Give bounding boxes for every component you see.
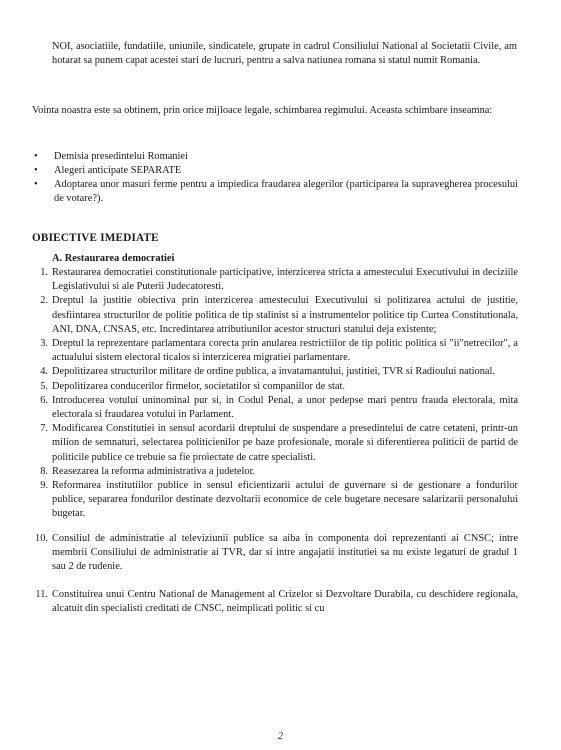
list-item <box>30 465 518 479</box>
list-item <box>30 532 518 575</box>
demands-list <box>30 150 518 206</box>
item-text: Dreptul la justitie obiectiva prin interzicerea amestecului Executivului si politizarea actului de justitie, desfiintarea structurilor de politie politica de tip stalinist si a instrumentelor politice tip Curtea Constitutionala, ANI, DNA, CNSAS, etc. Incredintarea atributiunilor acestor structuri statului deja existente; <box>52 295 518 335</box>
item-text: Introducerea votului uninominal pur si, in Codul Penal, a unor pedepse mari pentru frauda electorala, mita electorala si fraudarea votului in Parlament. <box>52 394 518 421</box>
item-number: 1. <box>40 267 48 278</box>
bullet-icon: • <box>34 179 38 190</box>
item-text: Reasezarea la reforma administrativa a judetelor. <box>52 465 256 477</box>
objectives-list <box>30 266 518 617</box>
intro-paragraph: NOI, asociatiile, fundatiile, uniunile, sindicatele, grupate in cadrul Consiliului National al Societatii Civile, am hotarat sa punem capat acestei stari de lucruri, pentru a salva natiunea romana si statul numit Romania. <box>52 41 517 66</box>
page-number: 2 <box>278 731 283 742</box>
list-item <box>30 337 518 365</box>
item-number: 4. <box>40 366 48 378</box>
list-item <box>30 164 518 178</box>
item-number: 11. <box>35 589 48 601</box>
list-item <box>30 294 518 337</box>
list-item <box>30 150 518 164</box>
demand-text: Adoptarea unor masuri ferme pentru a impiedica fraudarea alegerilor (participarea la supravegherea procesului de votare?). <box>54 179 518 204</box>
section-title: OBIECTIVE IMEDIATE <box>32 232 159 244</box>
item-text: Modificarea Constitutiei in sensul acordarii dreptului de suspendare a presedintelui de catre cetateni, printr-un milion de semnaturi, selectarea politicienilor pe baze profesionale, morale si diferentierea politicii de partid de politicile publice ce trebuie sa fie proiectate de catre specialisti. <box>52 423 518 463</box>
item-text: Reformarea institutiilor publice in sensul eficientizarii actului de guvernare si de gestionare a fondurilor publice, separarea fondurilor destinate dezvoltarii economice de cele bugetare necesare salarizarii personalului bugetar. <box>52 480 518 520</box>
subsection-title: A. Restaurarea democratiei <box>52 253 175 264</box>
item-text: Dreptul la reprezentare parlamentara corecta prin anularea restrictiilor de tip politic politica si "ii"netrecilor", a actualului sistem electoral ticalos si interzicerea migratiei parlamentare. <box>52 338 518 364</box>
item-number: 8. <box>40 465 48 477</box>
list-item <box>30 394 518 422</box>
list-item <box>30 422 518 465</box>
list-item <box>30 588 518 616</box>
item-number: 10. <box>35 532 48 544</box>
list-item <box>30 479 518 522</box>
item-text: Depolitizarea structurilor militare de ordine publica, a invatamantului, justitiei, TVR si Radioului national. <box>52 366 496 378</box>
item-text: Depolitizarea conducerilor firmelor, societatilor si companiilor de stat. <box>52 380 346 392</box>
item-text: Constituirea unui Centru National de Management al Crizelor si Dezvoltare Durabila, cu deschidere regionala, alcatuit din specialisti creditati de CNSC, neimplicati politic si cu <box>52 589 518 615</box>
item-number: 3. <box>40 338 48 350</box>
bullet-icon: • <box>34 165 38 176</box>
item-text: Consiliul de administratie al televiziunii publice sa aiba in componenta doi reprezentanti ai CNSC; intre membrii Consiliului de administratie ai TVR, dar si intre angajatii institutiei sa nu existe legaturi de gradul 1 sau 2 de rudenie. <box>52 532 518 573</box>
list-item <box>30 266 518 294</box>
demand-text: Alegeri anticipate SEPARATE <box>54 165 182 176</box>
bullet-icon: • <box>34 151 38 162</box>
item-text: Restaurarea democratiei constitutionale participative, interzicerea stricta a amestecului Executivului in deciziile Legislativului si ale Puterii Judecatoresti. <box>52 267 518 293</box>
item-number: 9. <box>40 480 48 492</box>
list-item <box>30 365 518 379</box>
list-item <box>30 380 518 394</box>
goal-paragraph: Vointa noastra este sa obtinem, prin orice mijloace legale, schimbarea regimului. Aceasta schimbare inseamna: <box>32 105 493 116</box>
list-item <box>30 178 518 206</box>
item-number: 5. <box>40 380 48 392</box>
demand-text: Demisia presedintelui Romaniei <box>54 151 188 162</box>
item-number: 6. <box>40 394 48 406</box>
item-number: 2. <box>40 295 48 307</box>
item-number: 7. <box>40 423 48 435</box>
